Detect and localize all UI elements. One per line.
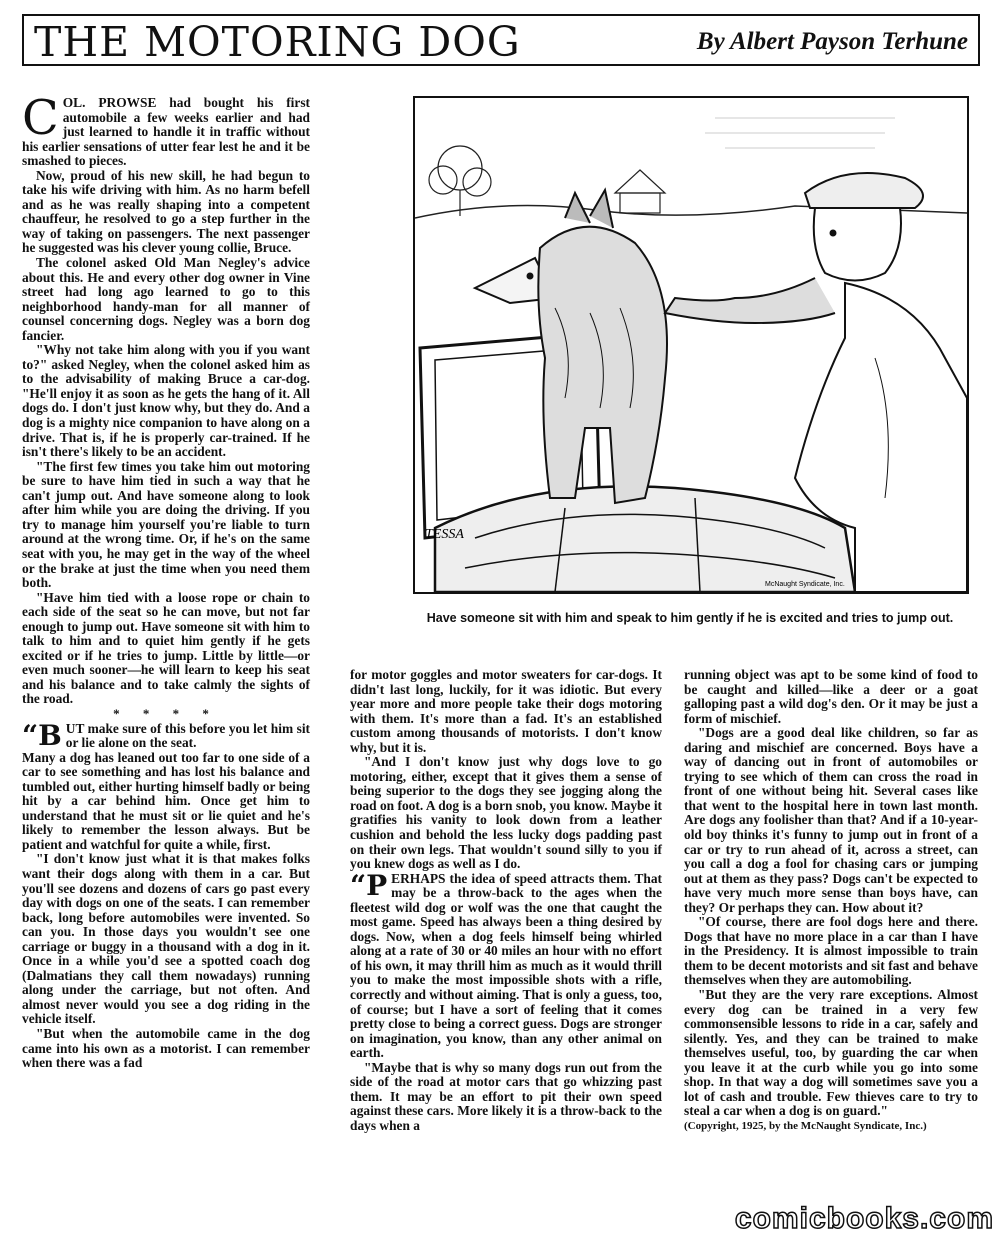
paragraph: "And I don't know just why dogs love to go motoring, either, except that it gives them a sense of being superior to the dogs they see jogging along the road on foot. A dog is a born snob, you know. Maybe it gratifies his vanity to look down from a leather cushion and behold the less lucky dogs padding past on their own legs. That wouldn't sound silly to you if you knew dogs as well as I do. (350, 754, 662, 872)
section-divider: * * * * (113, 705, 219, 721)
paragraph: "I don't know just what it is that makes folks want their dogs along with them in a car. But you'll see dozens and dozens of cars go past every day with dogs on one of the seats. I can remember back, long before automobiles were invented. So can you. In those days you wouldn't see one carriage or buggy in a thousand with a dog in it. Once in a while you'd see a spotted coach dog (Dalmatians they call them nowadays) running along under the carriage, but not often. And almost never would you see a dog riding in the vehicle itself. (22, 851, 310, 1027)
article-column-2 (350, 668, 662, 1134)
paragraph: Now, proud of his new skill, he had begun to take his wife driving with him. As no harm befell and as he was really shaping into a competent chauffeur, he resolved to go a step further in the way of taking on passengers. The next passenger he suggested was his clever young collie, Bruce. (22, 167, 310, 256)
paragraph: “BUT make sure of this before you let him sit or lie alone on the seat. (22, 718, 310, 752)
watermark-logo: comicbooks.com (734, 1202, 994, 1235)
paragraph: “PERHAPS the idea of speed attracts them. That may be a throw-back to the ages when the fleetest wild dog or wolf was the one that caught the most game. Speed has always been a thing desired by dogs. Now, when a dog feels himself being whirled along at a rate of 30 or 40 miles an hour with no effort of his own, it may thrill him as much as it would thrill you to make the most impossible shots with a rifle, correctly and without aiming. That is only a guess, too, of course; but I have a sort of feeling that it comes pretty close to being a correct guess. Dogs are stronger on imagination, you know, than any other animal on earth. (350, 868, 663, 1061)
illustration-collie-in-car (413, 96, 969, 594)
drop-quote: “B (22, 718, 62, 752)
paragraph: "But they are the very rare exceptions. Almost every dog can be trained in a very few commonsensible lessons to ride in a car, safely and silently. Yes, and they can be trained to make themselves useful, too, by guarding the car when you leave it at the curb while you go into some shop. In that way a dog will sometimes save you a lot of cash and trouble. Few thieves care to try to steal a car when a dog is on guard." (684, 987, 978, 1119)
paragraph: Many a dog has leaned out too far to one side of a car to see something and has lost his balance and tumbled out, either hurting himself badly or being hit by a car behind him. Once get him to understand that he must sit or lie quiet and he's likely to remember the lesson always. But be patient and watchful for quite a while, first. (22, 749, 310, 852)
syndicate-mark: McNaught Syndicate, Inc. (765, 581, 845, 588)
article-column-1 (22, 90, 310, 1071)
article-byline: By Albert Payson Terhune (696, 28, 968, 55)
artist-signature: TESSA (425, 527, 464, 542)
article-header (22, 14, 980, 66)
paragraph: "Have him tied with a loose rope or chain to each side of the seat so he can move, but not far enough to jump out. Have someone sit with him to talk to him and to quiet him gently if he gets excited or if he tries to jump. Little by little—or even much sooner—he will learn to keep his seat and his balance and to take calmly the sights of the road. (22, 589, 310, 707)
paragraph: "Why not take him along with you if you want to?" asked Negley, when the colonel asked him as to the advisability of making Bruce a car-dog. "He'll enjoy it as soon as he gets the hang of it. All dogs do. I don't just know why, but they do. And a dog is a mighty nice companion to have along on a drive. That is, if he is properly car-trained. If he isn't there's likely to be an accident. (22, 342, 310, 460)
paragraph: "The first few times you take him out motoring be sure to have him tied in such a way that he can't jump out. And have someone along to look after him while you are doing the driving. If you try to manage him yourself you're liable to turn around at the wrong time. Or, if he's on the same seat with you, he may get in the way of the wheel or the brake at just the time when you need them both. (22, 458, 310, 591)
paragraph: COL. PROWSE had bought his first automobile a few weeks earlier and had just learned to handle it in traffic without his earlier sensations of utter fear lest he and it be smashed to pieces. (22, 90, 310, 169)
copyright-line: (Copyright, 1925, by the McNaught Syndicate, Inc.) (684, 1119, 927, 1132)
paragraph: "But when the automobile came in the dog came into his own as a motorist. I can remember when there was a fad (22, 1026, 310, 1071)
drop-cap: C (22, 90, 59, 146)
paragraph: running object was apt to be some kind of food to be caught and killed—like a deer or a goat galloping past a wild dog's den. Or it may be just a form of mischief. (684, 667, 978, 726)
paragraph: "Of course, there are fool dogs here and there. Dogs that have no more place in a car than I have in the Presidency. It is almost impossible to train them to be decent motorists and sit fast and behave themselves when they are automobiling. (684, 914, 978, 988)
paragraph: for motor goggles and motor sweaters for car-dogs. It didn't last long, luckily, for it was idiotic. But every year more and more people take their dogs motoring with them. It's more than a fad. It's an established custom among thousands of motorists. I don't know why, but it is. (350, 667, 662, 755)
article-title: THE MOTORING DOG (34, 18, 521, 66)
paragraph: The colonel asked Old Man Negley's advice about this. He and every other dog owner in Vine street had long ago learned to go to this neighborhood handy-man for all manner of counsel concerning dogs. Negley was a born dog fancier. (22, 255, 310, 343)
illustration-caption: Have someone sit with him and speak to him gently if he is excited and tries to jump out. (426, 611, 954, 625)
paragraph: "Dogs are a good deal like children, so far as daring and mischief are concerned. Boys have a way of dancing out in front of automobiles or trying to see which of them can cross the road in front of one without being hit. Several cases like that went to the hospital here in town last month. Are dogs any foolisher than that? And if a 10-year-old boy thinks it's funny to jump out in front of a car or try to run ahead of it, across a street, can you call a dog a fool for chasing cars or jumping out at them as they pass? Dogs can't be expected to have very much more sense than boys have, can they? Or perhaps they can. How about it? (684, 725, 978, 915)
article-column-3 (684, 668, 978, 1134)
paragraph: "Maybe that is why so many dogs run out from the side of the road at motor cars that go whizzing past them. It may be an effort to pit their own speed against these cars. More likely it is a throw-back to the days when a (350, 1059, 662, 1133)
drop-quote: “P (350, 868, 388, 902)
collie-car-drawing (415, 98, 967, 592)
